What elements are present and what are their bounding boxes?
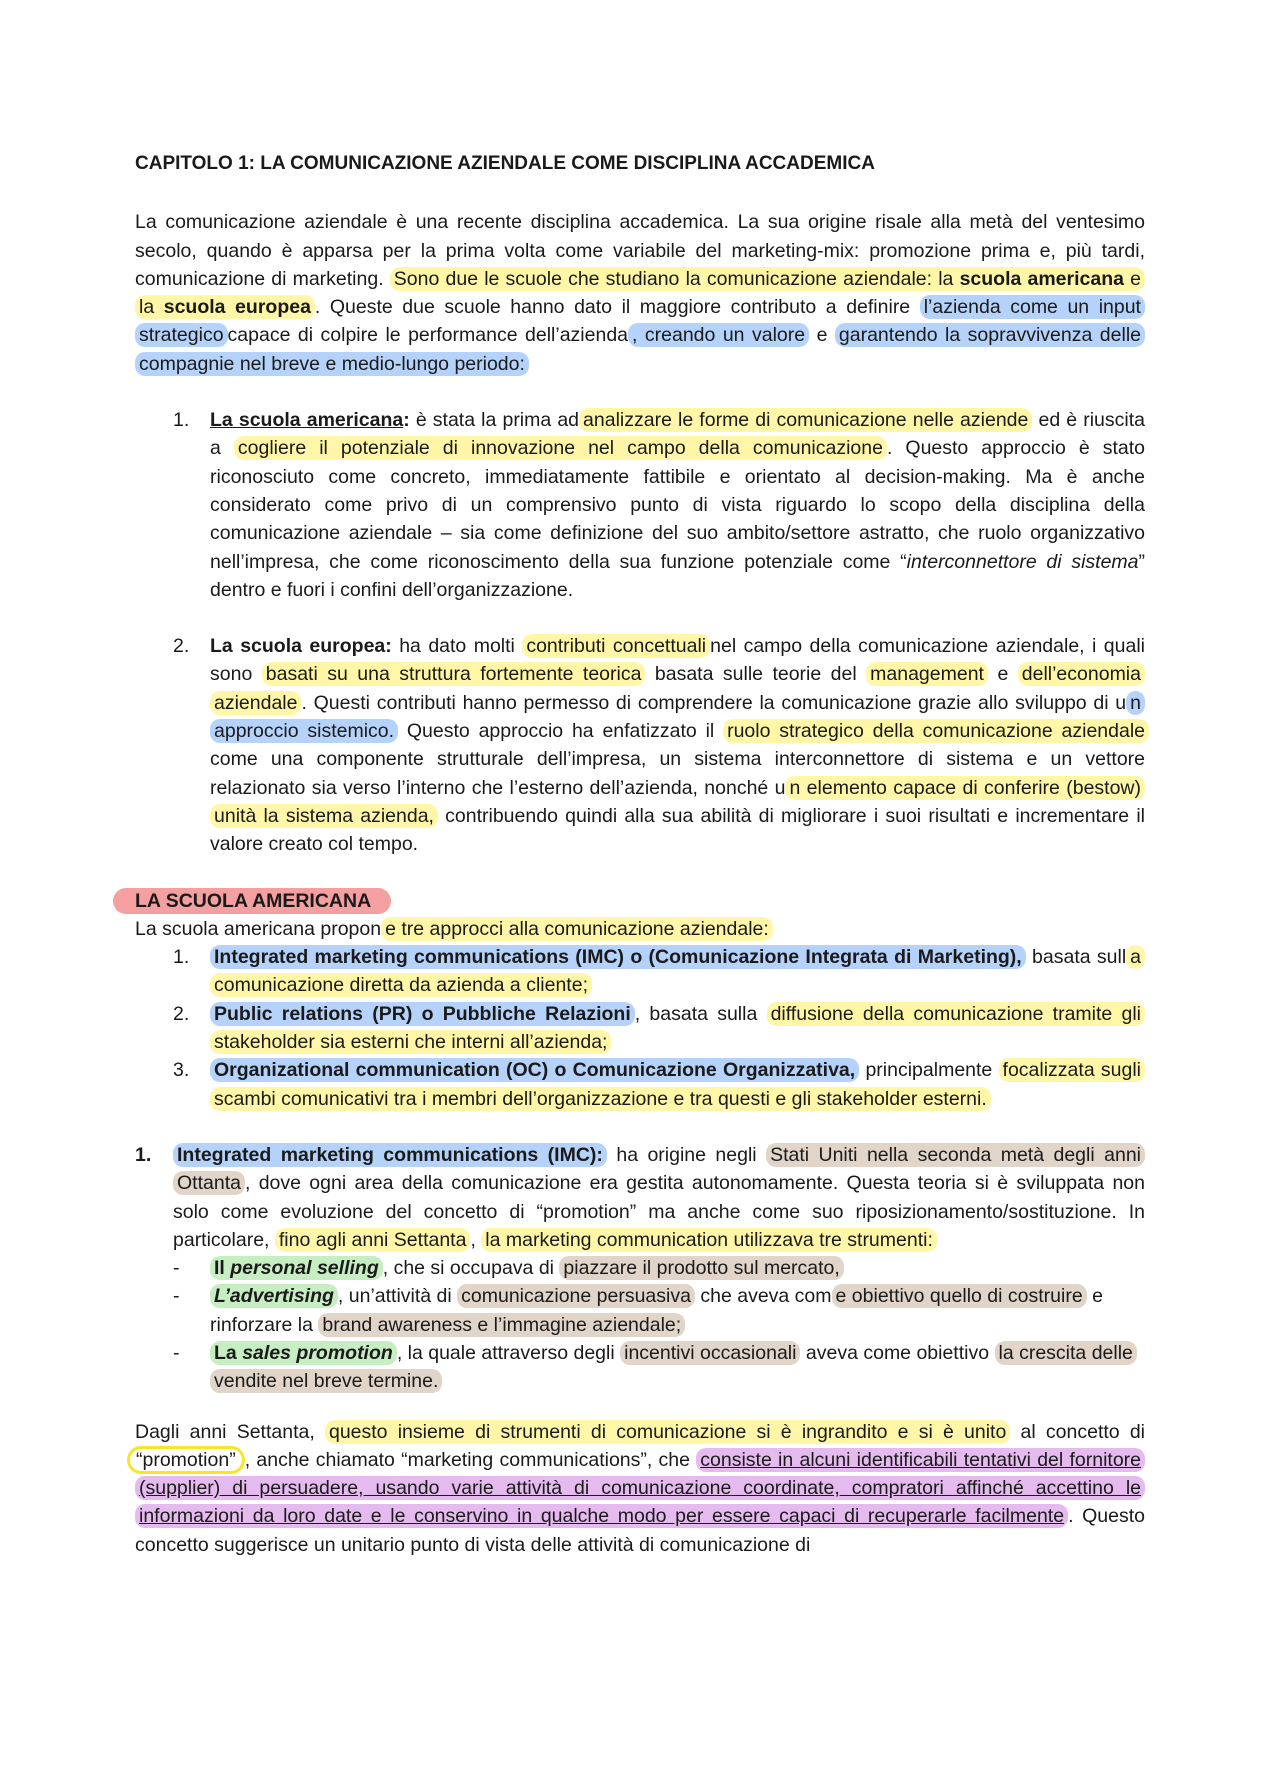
highlight-tan: e obiettivo quello di costruire <box>832 1284 1087 1308</box>
highlight-yellow: e tre approcci alla comunicazione aziendale: <box>381 917 773 941</box>
section-intro: La scuola americana propon e tre approcci alla comunicazione aziendale: <box>135 915 1145 943</box>
highlight-tan: Stati Uniti nella seconda metà degli anni Ottanta <box>173 1143 1145 1195</box>
highlight-tan: piazzare il prodotto sul mercato, <box>559 1256 843 1280</box>
list-item-imc: 1. Integrated marketing communications (IMC) o (Comunicazione Integrata di Marketing), basata sull a comunicazione diretta da azienda a cliente; <box>135 943 1145 1000</box>
highlight-yellow: management <box>866 662 988 686</box>
list-item-oc: 3. Organizational communication (OC) o Comunicazione Organizzativa, principalmente focalizzata sugli scambi comunicativi tra i membri dell’organizzazione e tra questi e gli stakeholder esterni. <box>135 1056 1145 1113</box>
highlight-tan: incentivi occasionali <box>620 1341 800 1365</box>
highlight-yellow: focalizzata sugli scambi comunicativi tra i membri dell’organizzazione e tra questi e gli stakeholder esterni. <box>210 1058 1145 1110</box>
highlight-yellow: n elemento capace di conferire (bestow) unità la sistema azienda, <box>210 776 1145 828</box>
highlight-green: La sales promotion <box>210 1341 397 1365</box>
highlight-purple: consiste in alcuni identificabili tentativi del fornitore (supplier) di persuadere, usando varie attività di comunicazione coordinate, compratori affinché accettino le informazioni da loro date e le conservino in qualche modo per essere capaci di recuperarle facilmente <box>135 1448 1145 1529</box>
highlight-red: LA SCUOLA AMERICANA <box>113 888 391 914</box>
highlight-tan: comunicazione persuasiva <box>457 1284 695 1308</box>
highlight-blue: Organizational communication (OC) o Comunicazione Organizzativa, <box>210 1058 859 1082</box>
document-body <box>135 150 1145 1559</box>
list-item-pr: 2. Public relations (PR) o Pubbliche Relazioni , basata sulla diffusione della comunicazione tramite gli stakeholder sia esterni che interni all’azienda; <box>135 1000 1145 1057</box>
highlight-yellow: diffusione della comunicazione tramite gli stakeholder sia esterni che interni all’azienda; <box>210 1002 1145 1054</box>
section-heading <box>135 887 1145 915</box>
highlight-yellow: basati su una struttura fortemente teorica <box>262 662 646 686</box>
term-label: La scuola americana <box>210 409 404 432</box>
highlight-yellow: ruolo strategico della comunicazione aziendale <box>723 719 1149 743</box>
highlight-yellow: contributi concettuali <box>522 634 710 658</box>
term-label: La scuola europea: <box>210 635 392 658</box>
highlight-blue: l’azienda come un input strategico <box>135 295 1145 347</box>
tool-personal-selling: - Il personal selling , che si occupava di piazzare il prodotto sul mercato, <box>135 1254 1145 1282</box>
highlight-yellow: analizzare le forme di comunicazione nelle aziende <box>579 408 1032 432</box>
highlight-yellow: questo insieme di strumenti di comunicazione si è ingrandito e si è unito <box>325 1420 1010 1444</box>
highlight-blue: Integrated marketing communications (IMC) o (Comunicazione Integrata di Marketing), <box>210 945 1026 969</box>
highlight-green: L’advertising <box>210 1284 338 1308</box>
highlight-blue: n approccio sistemico. <box>210 691 1145 743</box>
highlight-yellow: a comunicazione diretta da azienda a cliente; <box>210 945 1145 997</box>
closing-paragraph: Dagli anni Settanta, questo insieme di strumenti di comunicazione si è ingrandito e si è unito al concetto di “promotion” , anche chiamato “marketing communications”, che consiste in alcuni identificabili tentativi del fornitore (supplier) di persuadere, usando varie attività di comunicazione coordinate, compratori affinché accettino le informazioni da loro date e le conservino in qualche modo per essere capaci di recuperarle facilmente . Questo concetto suggerisce un unitario punto di vista delle attività di comunicazione di <box>135 1418 1145 1559</box>
highlight-tan: brand awareness e l’immagine aziendale; <box>318 1313 685 1337</box>
imc-section: 1. Integrated marketing communications (IMC): ha origine negli Stati Uniti nella seconda metà degli anni Ottanta , dove ogni area della comunicazione era gestita autonomamente. Questa teoria si è sviluppata non solo come evoluzione del concetto di “promotion” ma anche come suo riposizionamento/sostituzione. In particolare, fino agli anni Settanta , la marketing communication utilizzava tre strumenti: <box>135 1143 1145 1251</box>
circled-term: “promotion” <box>127 1446 245 1474</box>
highlight-yellow: fino agli anni Settanta <box>275 1228 471 1252</box>
highlight-blue: , creando un valore <box>628 323 809 347</box>
highlight-yellow: cogliere il potenziale di innovazione nel campo della comunicazione <box>234 436 887 460</box>
chapter-title: CAPITOLO 1: LA COMUNICAZIONE AZIENDALE COME DISCIPLINA ACCADEMICA <box>135 153 875 174</box>
list-item-american-school: 1. La scuola americana: è stata la prima ad analizzare le forme di comunicazione nelle aziende ed è riuscita a cogliere il potenziale di innovazione nel campo della comunicazione . Questo approccio è stato riconosciuto come concreto, immediatamente fattibile e orientato al decision-making. Ma è anche considerato come privo di un comprensivo punto di vista riguardo lo scopo della disciplina della comunicazione aziendale – sia come definizione del suo ambito/settore astratto, che ruolo organizzativo nell’impresa, che come riconoscimento della sua funzione potenziale come “interconnettore di sistema” dentro e fuori i confini dell’organizzazione. <box>173 409 1146 601</box>
highlight-blue: garantendo la sopravvivenza delle compagnie nel breve e medio-lungo periodo: <box>135 323 1145 375</box>
list-item-european-school: 2. La scuola europea: ha dato molti contributi concettuali nel campo della comunicazione aziendale, i quali sono basati su una struttura fortemente teorica basata sulle teorie del management e dell’economia aziendale . Questi contributi hanno permesso di comprendere la comunicazione grazie allo sviluppo di u n approccio sistemico. Questo approccio ha enfatizzato il ruolo strategico della comunicazione aziendale come una componente strutturale dell’impresa, un sistema interconnettore di sistema e un vettore relazionato sia verso l’interno che l’esterno dell’azienda, nonché u n elemento capace di conferire (bestow) unità la sistema azienda, contribuendo quindi alla sua abilità di migliorare i suoi risultati e incrementare il valore creato col tempo. <box>135 632 1145 858</box>
highlight-green: Il personal selling <box>210 1256 383 1280</box>
intro-paragraph: La comunicazione aziendale è una recente disciplina accademica. La sua origine risale alla metà del ventesimo secolo, quando è apparsa per la prima volta come variabile del marketing-mix: promozione prima e, più tardi, comunicazione di marketing. Sono due le scuole che studiano la comunicazione aziendale: la scuola americana e la scuola europea . Queste due scuole hanno dato il maggiore contributo a definire l’azienda come un input strategico capace di colpire le performance dell’azienda , creando un valore e garantendo la sopravvivenza delle compagnie nel breve e medio-lungo periodo: <box>135 211 1145 375</box>
tool-sales-promotion: - La sales promotion , la quale attraverso degli incentivi occasionali aveva come obiettivo la crescita delle vendite nel breve termine. <box>135 1339 1145 1396</box>
highlight-yellow: Sono due le scuole che studiano la comunicazione aziendale: la scuola americana e la scuola europea <box>135 267 1145 319</box>
tool-advertising: - L’advertising , un’attività di comunicazione persuasiva che aveva com e obiettivo quello di costruire e rinforzare la brand awareness e l’immagine aziendale; <box>173 1285 1103 1336</box>
highlight-blue: Integrated marketing communications (IMC): <box>173 1143 607 1167</box>
highlight-yellow: la marketing communication utilizzava tre strumenti: <box>481 1228 937 1252</box>
highlight-yellow: dell’economia aziendale <box>210 662 1145 714</box>
highlight-tan: la crescita delle vendite nel breve termine. <box>210 1341 1137 1393</box>
highlight-blue: Public relations (PR) o Pubbliche Relazioni <box>210 1002 635 1026</box>
